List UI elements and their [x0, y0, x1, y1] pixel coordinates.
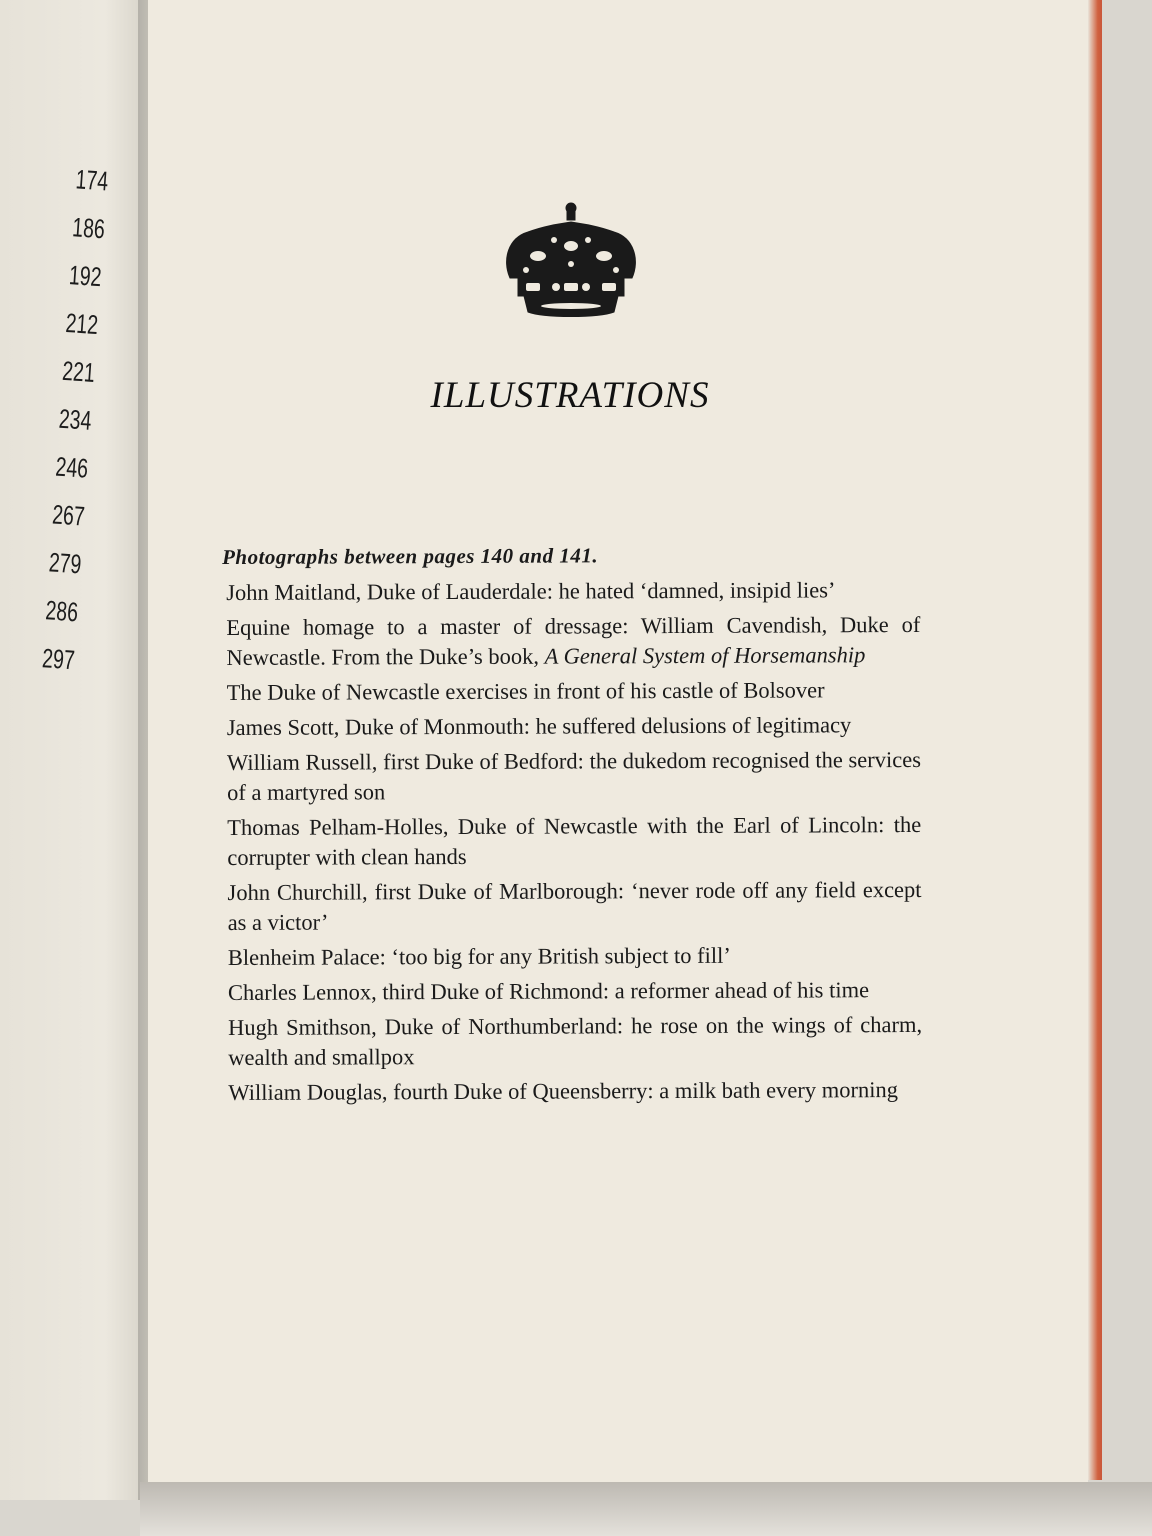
photographs-subtitle: Photographs between pages 140 and 141.: [222, 543, 599, 569]
illustrations-list: [222, 539, 922, 1113]
left-page-number: 234: [57, 403, 93, 436]
left-page-number: 186: [71, 212, 106, 245]
left-page-number: 246: [54, 451, 90, 484]
left-page-number: 174: [74, 164, 110, 197]
left-page: [0, 0, 151, 1500]
table-surface: [140, 1482, 1152, 1536]
left-page-number: 267: [51, 499, 86, 532]
list-item: John Maitland, Duke of Lauderdale: he hated ‘damned, insipid lies’: [226, 577, 836, 605]
left-page-number: 286: [44, 595, 80, 628]
list-item: John Churchill, first Duke of Marlborough: ‘never rode off any field except as a victor’: [227, 876, 922, 935]
left-page-number: 297: [41, 643, 76, 676]
page-title: ILLUSTRATIONS: [430, 375, 710, 416]
list-item: Charles Lennox, third Duke of Richmond: a reformer ahead of his time: [227, 977, 870, 1005]
page-edge: [1088, 0, 1102, 1480]
list-item: William Douglas, fourth Duke of Queensberry: a milk bath every morning: [228, 1077, 899, 1105]
book-title: A General System of Horsemanship: [544, 642, 866, 669]
left-page-number-column: [0, 152, 110, 684]
left-page-number: 212: [64, 307, 100, 341]
crown-icon: [498, 200, 644, 326]
left-page-number: 279: [47, 547, 83, 580]
left-page-number: 192: [68, 260, 103, 293]
left-page-number: 221: [61, 355, 96, 389]
list-item: Thomas Pelham-Holles, Duke of Newcastle with the Earl of Lincoln: the corrupter with clean hands: [227, 811, 922, 870]
list-item: The Duke of Newcastle exercises in front of his castle of Bolsover: [226, 677, 825, 705]
list-item: James Scott, Duke of Monmouth: he suffered delusions of legitimacy: [226, 712, 852, 740]
list-item: Equine homage to a master of dressage: William Cavendish, Duke of Newcastle. From the Duke’s book, A General System of Horsemanship: [226, 611, 921, 670]
list-item: Hugh Smithson, Duke of Northumberland: he rose on the wings of charm, wealth and smallpox: [228, 1011, 923, 1070]
list-item: William Russell, first Duke of Bedford: the dukedom recognised the services of a martyred son: [226, 746, 922, 805]
list-item: Blenheim Palace: ‘too big for any British subject to fill’: [227, 942, 731, 970]
